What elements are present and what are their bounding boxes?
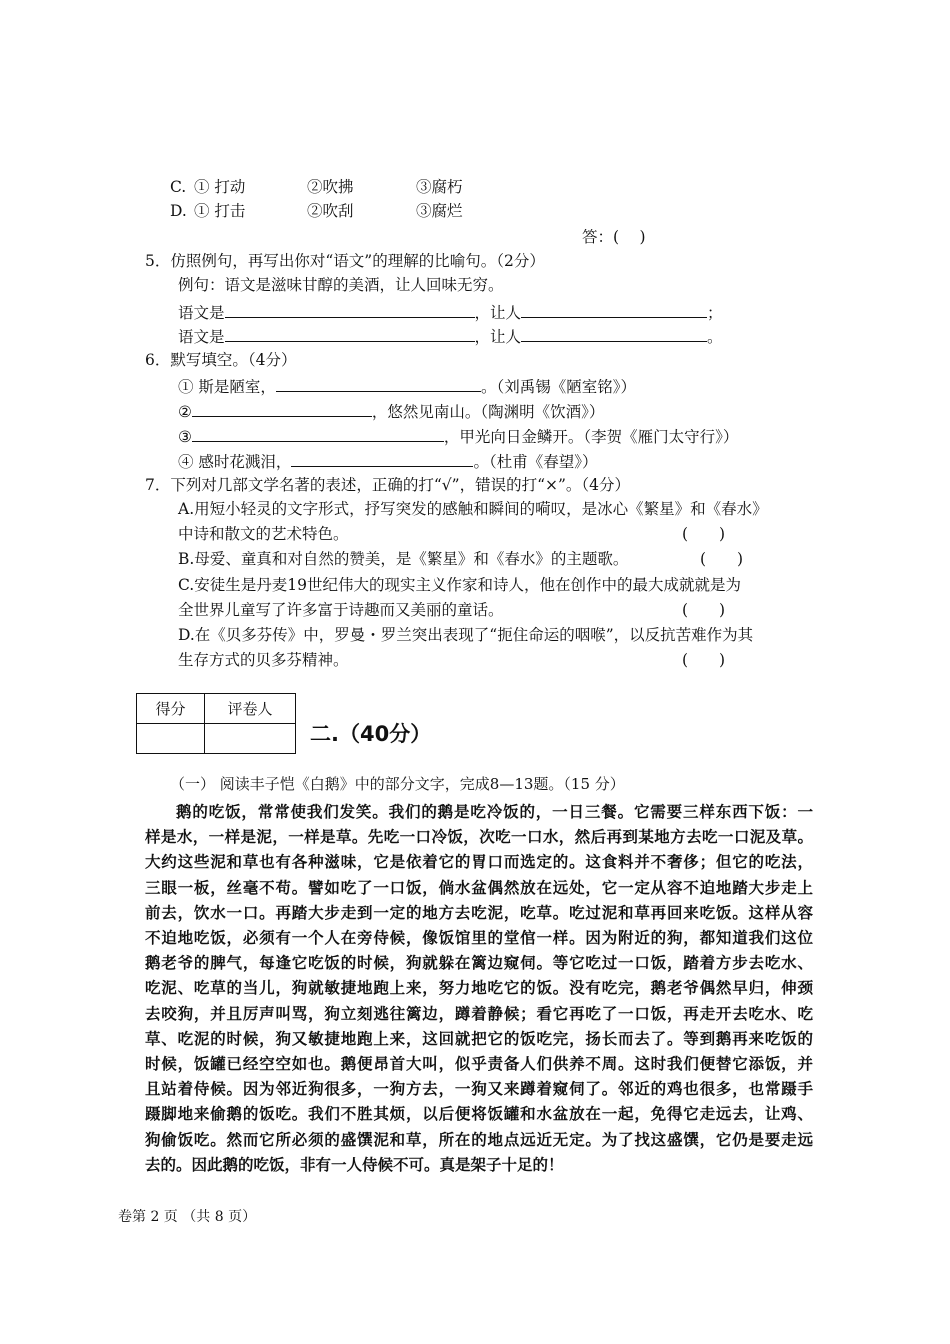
passage-line: 去的。因此鹅的吃饭，非有一人侍候不可。真是架子十足的！ [145, 1154, 564, 1174]
q7-stem: 7．下列对几部文学名著的表述，正确的打“√”，错误的打“×”。（4分） [145, 476, 631, 494]
q5-blank-1b[interactable] [521, 300, 707, 318]
q6-line-4 [178, 449, 597, 473]
q4-c-b: ②吹拂 [307, 178, 354, 196]
q4-c-c: ③腐朽 [416, 178, 463, 196]
q5-blank-1a[interactable] [225, 300, 475, 318]
q6-stem: 6．默写填空。（4分） [145, 351, 297, 369]
passage-line: 蹑脚地来偷鹅的饭吃。我们不胜其烦，以后便将饭罐和水盆放在一起，免得它走远去，让鸡、 [145, 1104, 814, 1124]
q7-c-line-2: 全世界儿童写了许多富于诗趣而又美丽的童话。 [178, 601, 504, 619]
q7-c-line-1: C.安徒生是丹麦19世纪伟大的现实主义作家和诗人，他在创作中的最大成就就是为 [178, 576, 741, 594]
passage-line: 去咬狗，并且厉声叫骂，狗立刻逃往篱边，蹲着静候；看它再吃了一口饭，再走开去吃水、吃 [145, 1003, 814, 1023]
q5-prefix-2: 语文是 [178, 328, 225, 346]
passage-line: 狗偷饭吃。然而它所必须的盛馔泥和草，所在的地点远近无定。为了找这盛馔，它仍是要走远 [145, 1129, 814, 1149]
passage-line: 草、吃泥的时候，狗又敏捷地跑上来，这回就把它的饭吃完，扬长而去了。等到鹅再来吃饭的 [145, 1028, 814, 1048]
q6-l3-post: ，甲光向日金鳞开。（李贺《雁门太守行》） [443, 428, 739, 446]
q7-b-paren[interactable]: ( ) [700, 550, 744, 568]
q6-l1-post: 。（刘禹锡《陋室铭》） [480, 378, 636, 396]
q6-line-3 [178, 424, 738, 448]
q7-d-line-2: 生存方式的贝多芬精神。 [178, 651, 349, 669]
q5-line-2 [178, 324, 723, 348]
grader-cell[interactable] [205, 724, 296, 754]
passage-line: 前去，饮水一口。再踏大步走到一定的地方去吃泥，吃草。吃过泥和草再回来吃饭。这样从容 [145, 902, 814, 922]
section-title: 二.（40分） [310, 722, 432, 746]
q5-prefix: 语文是 [178, 304, 225, 322]
passage-line: 时候，饭罐已经空空如也。鹅便昂首大叫，似乎责备人们供养不周。这时我们便替它添饭，并 [145, 1054, 814, 1074]
q5-blank-2a[interactable] [225, 324, 475, 342]
q6-blank-1[interactable] [276, 374, 481, 392]
q5-example: 例句：语文是滋味甘醇的美酒，让人回味无穷。 [178, 276, 504, 294]
q6-blank-3[interactable] [192, 424, 444, 442]
q6-line-1 [178, 374, 636, 398]
q7-a-line-2: 中诗和散文的艺术特色。 [178, 525, 349, 543]
passage-line: 三眼一板，丝毫不苟。譬如吃了一口饭，倘水盆偶然放在远处，它一定从容不迫地踏大步走上 [145, 877, 814, 897]
page-footer: 卷第 2 页 （共 8 页） [118, 1209, 257, 1225]
q7-d-paren[interactable]: ( ) [682, 651, 726, 669]
q4-answer[interactable]: 答：( ) [582, 228, 646, 246]
grader-header: 评卷人 [205, 694, 296, 724]
score-table [136, 693, 296, 754]
q7-d-line-1: D.在《贝多芬传》中，罗曼・罗兰突出表现了“扼住命运的咽喉”，以反抗苦难作为其 [178, 626, 754, 644]
passage-line: 鹅老爷的脾气，每逢它吃饭的时候，狗就躲在篱边窥伺。等它吃过一口饭，踏着方步去吃水、 [145, 953, 814, 973]
q6-l2-pre: ② [178, 403, 192, 421]
q5-line-1 [178, 300, 723, 324]
reading-intro: （一） 阅读丰子恺《白鹅》中的部分文字，完成8—13题。（15 分） [170, 775, 625, 793]
q6-l4-pre: ④ 感时花溅泪， [178, 453, 292, 471]
q4-c-label: C. [170, 178, 187, 196]
q6-line-2 [178, 399, 604, 423]
score-cell[interactable] [137, 724, 205, 754]
passage-line: 样是水，一样是泥，一样是草。先吃一口冷饭，次吃一口水，然后再到某地方去吃一口泥及草。 [145, 827, 814, 847]
passage-line: 不迫地吃饭，必须有一个人在旁侍候，像饭馆里的堂倌一样。因为附近的狗，都知道我们这位 [145, 928, 814, 948]
q5-end1: ； [707, 304, 723, 322]
q4-d-c: ③腐烂 [416, 202, 463, 220]
q6-l4-post: 。（杜甫《春望》） [473, 453, 598, 471]
q5-stem: 5．仿照例句，再写出你对“语文”的理解的比喻句。（2分） [145, 252, 545, 270]
q4-c-a: ① 打动 [194, 178, 246, 196]
q5-mid: ，让人 [474, 304, 522, 322]
q4-option-d [170, 200, 463, 222]
q5-blank-2b[interactable] [521, 324, 707, 342]
q6-l1-pre: ① 斯是陋室， [178, 378, 276, 396]
passage-line: 大约这些泥和草也有各种滋味，它是依着它的胃口而选定的。这食料并不奢侈；但它的吃法， [145, 852, 814, 872]
q6-blank-4[interactable] [291, 449, 473, 467]
q6-blank-2[interactable] [192, 399, 372, 417]
passage-line: 且站着侍候。因为邻近狗很多，一狗方去，一狗又来蹲着窥伺了。邻近的鸡也很多，也常蹑手 [145, 1079, 814, 1099]
passage-line: 吃泥、吃草的当儿，狗就敏捷地跑上来，努力地吃它的饭。没有吃完，鹅老爷偶然早归，伸颈 [145, 978, 814, 998]
q4-d-b: ②吹刮 [307, 202, 354, 220]
q7-a-line-1: A.用短小轻灵的文字形式，抒写突发的感触和瞬间的嗬叹，是冰心《繁星》和《春水》 [178, 500, 768, 518]
q4-d-a: ① 打击 [194, 202, 246, 220]
q5-mid-2: ，让人 [474, 328, 522, 346]
q6-l3-pre: ③ [178, 428, 192, 446]
reading-passage [145, 799, 813, 1177]
q5-end2: 。 [707, 328, 723, 346]
q4-d-label: D. [170, 202, 187, 220]
q6-l2-post: ，悠然见南山。（陶渊明《饮酒》） [371, 403, 605, 421]
q7-c-paren[interactable]: ( ) [682, 601, 726, 619]
q4-option-c [170, 176, 463, 198]
q7-a-paren[interactable]: ( ) [682, 525, 726, 543]
passage-line: 鹅的吃饭，常常使我们发笑。我们的鹅是吃冷饭的，一日三餐。它需要三样东西下饭：一 [176, 802, 814, 821]
score-header: 得分 [137, 694, 205, 724]
q7-b-line-1: B.母爱、童真和对自然的赞美，是《繁星》和《春水》的主题歌。 [178, 550, 629, 568]
